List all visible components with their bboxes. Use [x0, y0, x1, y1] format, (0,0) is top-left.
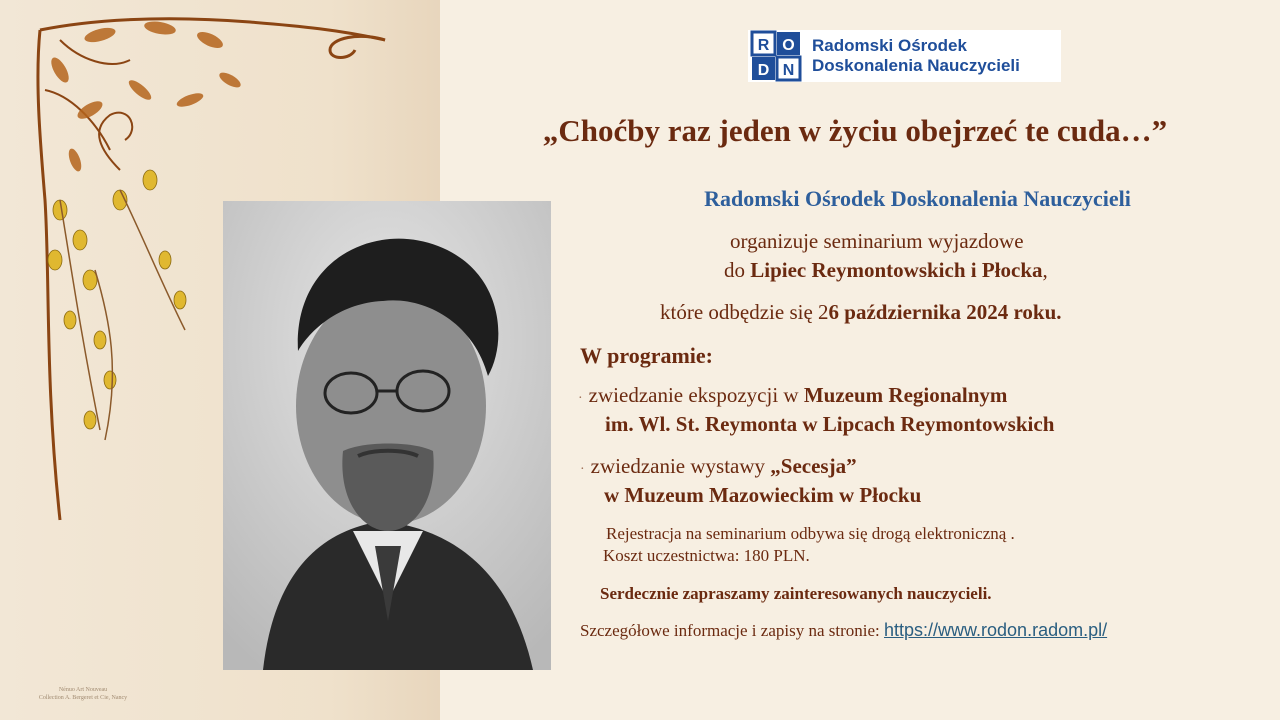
rodon-logo — [748, 30, 1061, 82]
program-item2-exhibition: „Secesja” — [770, 454, 857, 478]
program-item-1 — [578, 383, 1007, 408]
intro-line2-suffix: , — [1042, 258, 1048, 282]
program-item2-line2: w Muzeum Mazowieckim w Płocku — [604, 483, 922, 507]
rodon-logo-mark-icon — [750, 30, 802, 82]
program-item1-line2: im. Wl. St. Reymonta w Lipcach Reymontowskich — [605, 412, 1055, 436]
logo-letter-o: O — [782, 37, 795, 54]
logo-text-line1: Radomski Ośrodek — [812, 36, 967, 55]
portrait-photo — [223, 201, 551, 670]
logo-letter-n: N — [782, 62, 795, 79]
organizer-name: Radomski Ośrodek Doskonalenia Nauczycieli — [704, 186, 1131, 211]
artwork-caption-line2: Collection A. Bergeret et Cie, Nancy — [38, 695, 128, 701]
invitation-text: Serdecznie zapraszamy zainteresowanych nauczycieli. — [600, 584, 992, 603]
logo-text — [812, 36, 1020, 76]
bullet-icon: · — [580, 462, 585, 477]
intro-line1: organizuje seminarium wyjazdowe — [730, 229, 1024, 253]
details-prefix: Szczegółowe informacje i zapisy na stronie: — [580, 621, 884, 640]
intro-line3-prefix: które odbędzie się 2 — [660, 300, 829, 324]
destination-text: Lipiec Reymontowskich i Płocka — [750, 258, 1043, 282]
website-link[interactable]: https://www.rodon.radom.pl/ — [884, 620, 1108, 640]
intro-line3 — [660, 300, 1062, 325]
logo-letter-r: R — [757, 37, 770, 54]
cost-info: Koszt uczestnictwa: 180 PLN. — [603, 546, 810, 565]
logo-text-line2: Doskonalenia Nauczycieli — [812, 56, 1020, 75]
program-item2-prefix: zwiedzanie wystawy — [590, 454, 771, 478]
program-item-2 — [580, 454, 857, 479]
program-item1-prefix: zwiedzanie ekspozycji w — [588, 383, 804, 407]
bullet-icon: · — [578, 391, 583, 406]
artwork-caption-line1: Nénuo Art Nouveau — [58, 687, 108, 693]
details-line — [580, 620, 1107, 641]
artwork-caption — [38, 686, 128, 702]
event-date: 6 października 2024 roku. — [828, 300, 1062, 324]
intro-line2 — [724, 258, 1048, 283]
headline-quote: „Choćby raz jeden w życiu obejrzeć te cuda…” — [542, 113, 1168, 148]
intro-line2-prefix: do — [724, 258, 751, 282]
logo-letter-d: D — [757, 62, 770, 79]
program-heading: W programie: — [580, 343, 713, 368]
program-item1-museum: Muzeum Regionalnym — [803, 383, 1008, 407]
registration-info: Rejestracja na seminarium odbywa się drogą elektroniczną . — [606, 524, 1015, 543]
